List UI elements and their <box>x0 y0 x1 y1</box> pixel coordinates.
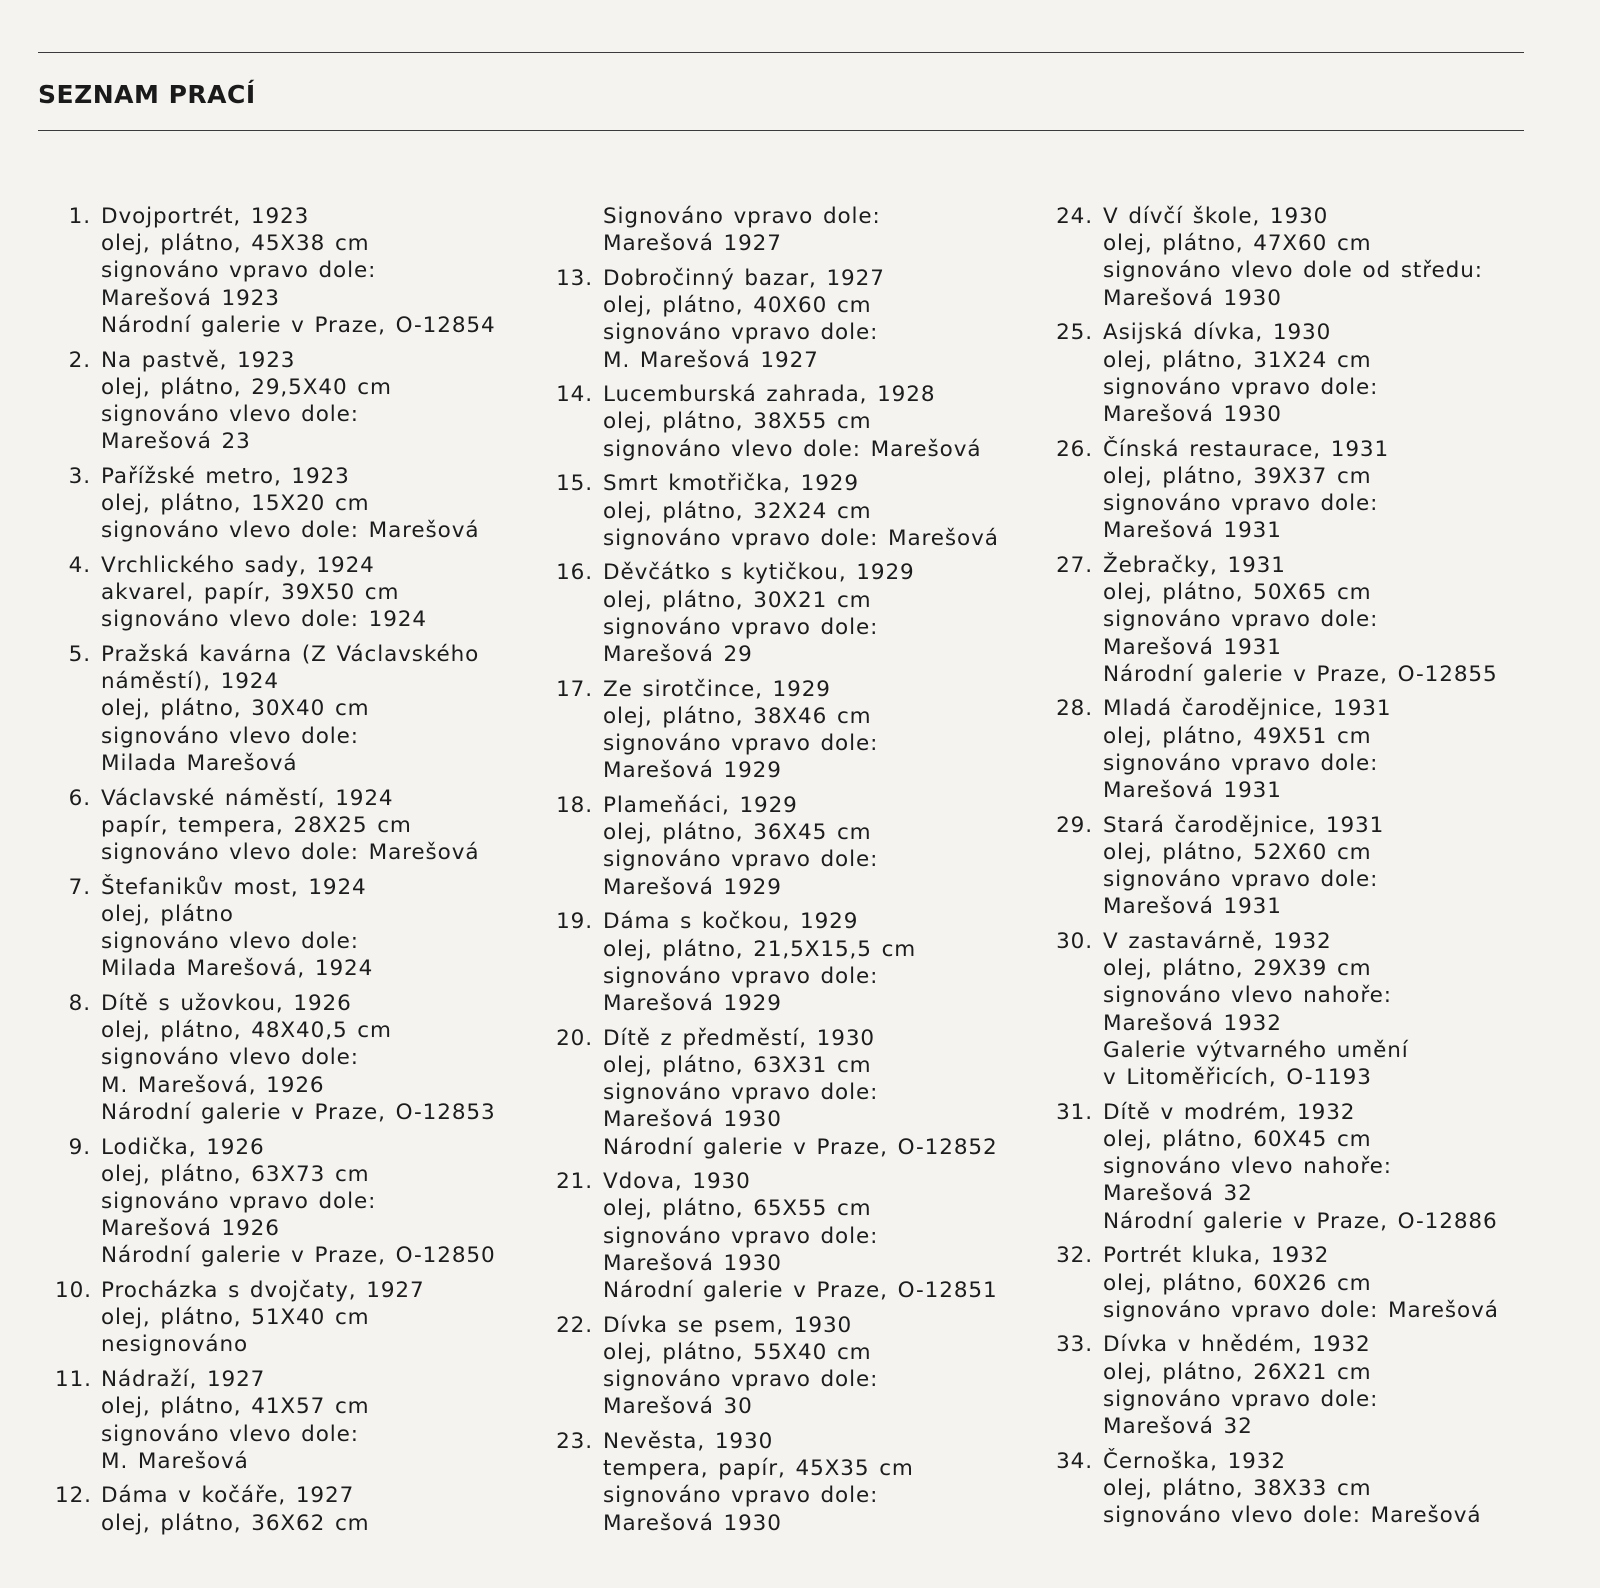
entry-number: 6. <box>68 785 91 811</box>
entry-title: Dívka v hnědém, 1932 <box>1103 1332 1371 1358</box>
catalog-entry-continuation <box>555 203 1035 257</box>
entry-line: Národní galerie v Praze, O-12854 <box>101 312 496 338</box>
catalog-entry <box>1055 1242 1575 1324</box>
entry-line: olej, plátno, 31X24 cm <box>1103 347 1372 373</box>
entry-line: signováno vlevo nahoře: <box>1103 1154 1392 1180</box>
entry-number: 29. <box>1056 812 1093 838</box>
entry-line: signováno vpravo dole: <box>1103 867 1379 893</box>
entry-line: M. Marešová, 1926 <box>101 1072 325 1098</box>
entry-line: Galerie výtvarného umění <box>1103 1037 1409 1063</box>
entry-title: V zastavárně, 1932 <box>1103 929 1332 955</box>
catalog-entry <box>55 347 525 456</box>
entry-line: Marešová 1929 <box>603 758 782 784</box>
top-rule <box>38 52 1524 53</box>
entry-title: Václavské náměstí, 1924 <box>101 785 394 811</box>
entry-line: signováno vlevo dole: Marešová <box>1103 1503 1482 1529</box>
catalog-entry <box>1055 1331 1575 1440</box>
entry-line: signováno vpravo dole: <box>603 1483 879 1509</box>
entry-line: olej, plátno, 39X37 cm <box>1103 463 1372 489</box>
catalog-entry <box>55 1482 525 1536</box>
page-title: SEZNAM PRACÍ <box>38 80 256 109</box>
catalog-entry <box>1055 1099 1575 1235</box>
entry-line: Marešová 32 <box>1103 1414 1253 1440</box>
entry-line: Marešová 1929 <box>603 990 782 1016</box>
entry-number: 23. <box>556 1429 593 1455</box>
entry-title: Dvojportrét, 1923 <box>101 204 310 229</box>
catalog-entry <box>555 381 1035 463</box>
entry-line: Milada Marešová <box>101 750 298 776</box>
entry-title: Lucemburská zahrada, 1928 <box>603 382 936 408</box>
entry-title: Černoška, 1932 <box>1103 1448 1286 1474</box>
entry-title: Pražská kavárna (Z Václavského <box>101 642 480 668</box>
entry-line: olej, plátno, 63X73 cm <box>101 1161 370 1187</box>
entry-title: Asijská dívka, 1930 <box>1103 320 1332 346</box>
catalog-entry <box>555 1168 1035 1304</box>
entry-line: Marešová 1926 <box>101 1216 280 1242</box>
entry-line: signováno vpravo dole: <box>1103 374 1379 400</box>
entry-line: olej, plátno, 60X26 cm <box>1103 1270 1372 1296</box>
entry-title: Na pastvě, 1923 <box>101 347 296 373</box>
catalog-entry <box>55 990 525 1126</box>
entry-number: 9. <box>68 1134 91 1160</box>
entry-line: signováno vlevo dole: Marešová <box>603 436 982 462</box>
entry-line: Milada Marešová, 1924 <box>101 956 374 982</box>
entry-line: akvarel, papír, 39X50 cm <box>101 580 400 606</box>
entry-line: Marešová 1929 <box>603 874 782 900</box>
entry-line: Národní galerie v Praze, O-12850 <box>101 1243 496 1269</box>
entry-line: Národní galerie v Praze, O-12855 <box>1103 661 1498 687</box>
catalog-entry <box>55 203 525 339</box>
entry-number: 13. <box>556 265 593 291</box>
entry-line: signováno vpravo dole: <box>603 320 879 346</box>
entry-title: Dítě s užovkou, 1926 <box>101 990 352 1016</box>
entry-line: Marešová 32 <box>1103 1181 1253 1207</box>
entry-line: Marešová 23 <box>101 429 251 455</box>
entry-line: olej, plátno, 38X33 cm <box>1103 1475 1372 1501</box>
catalog-entry <box>1055 436 1575 545</box>
entry-title: Pařížské metro, 1923 <box>101 463 350 489</box>
entry-line: olej, plátno, 29X39 cm <box>1103 956 1372 982</box>
entry-title: Žebračky, 1931 <box>1103 552 1286 578</box>
catalog-entry <box>555 1025 1035 1161</box>
entry-line: Národní galerie v Praze, O-12852 <box>603 1134 998 1160</box>
entry-title: Ze sirotčince, 1929 <box>603 676 831 702</box>
catalog-entry <box>555 792 1035 901</box>
entry-line: olej, plátno, 45X38 cm <box>101 231 370 257</box>
catalog-entry <box>555 559 1035 668</box>
entry-line: náměstí), 1924 <box>101 669 279 695</box>
entry-line: olej, plátno, 65X55 cm <box>603 1196 872 1222</box>
entry-line: signováno vlevo dole: <box>101 1045 359 1071</box>
entry-line: signováno vpravo dole: <box>603 963 879 989</box>
entry-title: Dívka se psem, 1930 <box>603 1312 853 1338</box>
entry-line: Marešová 1931 <box>1103 778 1282 804</box>
entry-line: signováno vlevo dole: Marešová <box>101 839 480 865</box>
entry-line: olej, plátno, 52X60 cm <box>1103 839 1372 865</box>
entry-line: Marešová 1923 <box>101 285 280 311</box>
entry-number: 12. <box>55 1483 92 1509</box>
catalog-entry <box>1055 928 1575 1091</box>
entry-title: Portrét kluka, 1932 <box>1103 1243 1330 1269</box>
entry-line: signováno vlevo dole: Marešová <box>101 518 480 544</box>
entry-line: olej, plátno, 36X45 cm <box>603 820 872 846</box>
catalog-entry <box>55 1134 525 1270</box>
entry-line: olej, plátno, 30X40 cm <box>101 696 370 722</box>
entry-line: Národní galerie v Praze, O-12851 <box>603 1278 998 1304</box>
entry-title: Dítě v modrém, 1932 <box>1103 1099 1356 1125</box>
entry-line: signováno vpravo dole: <box>1103 491 1379 517</box>
entry-line: olej, plátno, 36X62 cm <box>101 1510 370 1536</box>
entry-line: Národní galerie v Praze, O-12886 <box>1103 1208 1498 1234</box>
entry-line: olej, plátno, 38X46 cm <box>603 703 872 729</box>
entry-line: signováno vpravo dole: <box>603 1223 879 1249</box>
entry-line: signováno vlevo dole: <box>101 1421 359 1447</box>
entry-title: Vrchlického sady, 1924 <box>101 552 375 578</box>
entry-line: olej, plátno, 26X21 cm <box>1103 1359 1372 1385</box>
catalog-entry <box>55 785 525 867</box>
catalog-entry <box>1055 552 1575 688</box>
entry-line: signováno vpravo dole: <box>101 258 377 284</box>
entry-title: Dáma v kočáře, 1927 <box>101 1483 355 1509</box>
entry-line: olej, plátno, 30X21 cm <box>603 587 872 613</box>
entry-line: v Litoměřicích, O-1193 <box>1103 1065 1372 1091</box>
entry-line: signováno vpravo dole: Marešová <box>603 525 999 551</box>
entry-line: olej, plátno, 60X45 cm <box>1103 1127 1372 1152</box>
entry-line: M. Marešová 1927 <box>603 347 819 373</box>
entry-line: olej, plátno, 32X24 cm <box>603 498 872 524</box>
entry-number: 22. <box>556 1312 593 1338</box>
entry-number: 18. <box>556 793 593 819</box>
entry-line: olej, plátno, 47X60 cm <box>1103 231 1372 257</box>
entry-line: Marešová 1931 <box>1103 518 1282 544</box>
entry-line: Marešová 29 <box>603 642 753 668</box>
catalog-entry <box>555 676 1035 785</box>
catalog-entry <box>55 1366 525 1475</box>
entry-number: 2. <box>68 347 91 373</box>
catalog-column-2 <box>555 203 1035 1544</box>
entry-title: Lodička, 1926 <box>101 1134 265 1160</box>
entry-line: Marešová 1930 <box>1103 401 1282 427</box>
entry-number: 19. <box>556 909 593 935</box>
entry-line: olej, plátno, 15X20 cm <box>101 491 370 517</box>
entry-title: Čínská restaurace, 1931 <box>1103 436 1390 462</box>
entry-number: 15. <box>556 471 593 497</box>
entry-number: 14. <box>556 382 593 408</box>
catalog-entry <box>55 641 525 777</box>
entry-number: 27. <box>1056 552 1093 578</box>
heading-rule <box>38 130 1524 131</box>
entry-title: Dobročinný bazar, 1927 <box>603 265 885 291</box>
catalog-entry <box>55 463 525 545</box>
catalog-entry <box>555 470 1035 552</box>
entry-line: Marešová 1930 <box>603 1250 782 1276</box>
entry-number: 5. <box>68 642 91 668</box>
entry-line: signováno vpravo dole: <box>603 731 879 757</box>
entry-line: signováno vlevo dole: <box>101 723 359 749</box>
entry-line: olej, plátno, 55X40 cm <box>603 1339 872 1365</box>
entry-title: Nádraží, 1927 <box>101 1367 266 1393</box>
entry-line: signováno vpravo dole: <box>101 1188 377 1214</box>
entry-title: Plameňáci, 1929 <box>603 793 798 819</box>
entry-line: signováno vlevo dole od středu: <box>1103 258 1483 284</box>
catalog-column-1 <box>55 203 525 1544</box>
catalog-entry <box>1055 319 1575 428</box>
entry-line: signováno vpravo dole: <box>603 1367 879 1393</box>
entry-title: Mladá čarodějnice, 1931 <box>1103 696 1392 722</box>
entry-line: signováno vpravo dole: <box>603 614 879 640</box>
entry-number: 10. <box>55 1278 92 1304</box>
entry-number: 33. <box>1056 1332 1093 1358</box>
entry-line: signováno vlevo dole: <box>101 401 359 427</box>
entry-line: Marešová 1932 <box>1103 1010 1282 1036</box>
catalog-entry <box>555 1428 1035 1537</box>
entry-line: Marešová 1930 <box>603 1107 782 1133</box>
entry-line: tempera, papír, 45X35 cm <box>603 1456 914 1482</box>
entry-line: signováno vpravo dole: <box>603 847 879 873</box>
entry-number: 34. <box>1056 1448 1093 1474</box>
entry-line: Marešová 30 <box>603 1394 753 1420</box>
entry-line: Marešová 1930 <box>603 1510 782 1536</box>
entry-line: papír, tempera, 28X25 cm <box>101 812 412 838</box>
entry-line: olej, plátno, 29,5X40 cm <box>101 374 392 400</box>
entry-number: 8. <box>68 990 91 1016</box>
catalog-entry <box>1055 695 1575 804</box>
entry-line: Marešová 1931 <box>1103 894 1282 920</box>
entry-number: 16. <box>556 560 593 586</box>
entry-number: 7. <box>68 874 91 900</box>
catalog-entry <box>555 265 1035 374</box>
entry-number: 31. <box>1056 1099 1093 1125</box>
entry-line: signováno vpravo dole: <box>603 1080 879 1106</box>
entry-line: M. Marešová <box>101 1448 249 1474</box>
entry-line: signováno vpravo dole: Marešová <box>1103 1297 1499 1323</box>
entry-line: olej, plátno, 41X57 cm <box>101 1394 370 1420</box>
entry-line: olej, plátno, 49X51 cm <box>1103 723 1372 749</box>
catalog-entry <box>55 552 525 634</box>
entry-title: Smrt kmotřička, 1929 <box>603 471 859 497</box>
entry-line: signováno vpravo dole: <box>1103 750 1379 776</box>
entry-line: olej, plátno, 50X65 cm <box>1103 580 1372 606</box>
catalog-entry <box>1055 1448 1575 1530</box>
entry-number: 20. <box>556 1025 593 1051</box>
entry-line: Marešová 1930 <box>1103 285 1282 311</box>
entry-number: 28. <box>1056 696 1093 722</box>
entry-number: 3. <box>68 463 91 489</box>
entry-line: olej, plátno, 38X55 cm <box>603 409 872 435</box>
entry-line: olej, plátno, 63X31 cm <box>603 1052 872 1078</box>
catalog-entry <box>1055 203 1575 312</box>
entry-number: 30. <box>1056 929 1093 955</box>
catalog-entry <box>555 1312 1035 1421</box>
entry-number: 26. <box>1056 436 1093 462</box>
entry-line: olej, plátno <box>101 901 234 927</box>
entry-line: signováno vpravo dole: <box>1103 1386 1379 1412</box>
entry-title: Procházka s dvojčaty, 1927 <box>101 1278 425 1304</box>
entry-line: signováno vlevo dole: <box>101 929 359 955</box>
entry-title: Dítě z předměstí, 1930 <box>603 1025 875 1051</box>
entry-title: Stará čarodějnice, 1931 <box>1103 812 1385 838</box>
entry-number: 17. <box>556 676 593 702</box>
entry-line: nesignováno <box>101 1332 249 1358</box>
entry-number: 4. <box>68 552 91 578</box>
entry-line: Signováno vpravo dole: <box>603 204 881 229</box>
entry-line: signováno vlevo nahoře: <box>1103 983 1392 1009</box>
entry-number: 25. <box>1056 320 1093 346</box>
entry-title: Vdova, 1930 <box>603 1169 751 1195</box>
catalog-entry <box>555 908 1035 1017</box>
entry-line: Národní galerie v Praze, O-12853 <box>101 1099 496 1125</box>
catalog-entry <box>55 874 525 983</box>
entry-title: Štefanikův most, 1924 <box>101 874 367 900</box>
entry-title: V dívčí škole, 1930 <box>1103 204 1329 229</box>
entry-line: signováno vpravo dole: <box>1103 607 1379 633</box>
entry-number: 32. <box>1056 1243 1093 1269</box>
catalog-column-3 <box>1055 203 1575 1537</box>
entry-line: Marešová 1927 <box>603 231 782 257</box>
entry-number: 24. <box>1056 204 1093 229</box>
catalog-entry <box>1055 812 1575 921</box>
entry-number: 21. <box>556 1169 593 1195</box>
entry-line: olej, plátno, 51X40 cm <box>101 1305 370 1331</box>
entry-title: Dáma s kočkou, 1929 <box>603 909 859 935</box>
entry-line: olej, plátno, 21,5X15,5 cm <box>603 936 917 962</box>
entry-line: olej, plátno, 40X60 cm <box>603 293 872 319</box>
entry-number: 11. <box>55 1367 92 1393</box>
entry-line: signováno vlevo dole: 1924 <box>101 607 427 633</box>
entry-title: Nevěsta, 1930 <box>603 1429 774 1455</box>
entry-line: olej, plátno, 48X40,5 cm <box>101 1018 392 1044</box>
entry-number: 1. <box>68 204 91 229</box>
entry-line: Marešová 1931 <box>1103 634 1282 660</box>
entry-title: Děvčátko s kytičkou, 1929 <box>603 560 915 586</box>
catalog-entry <box>55 1277 525 1359</box>
